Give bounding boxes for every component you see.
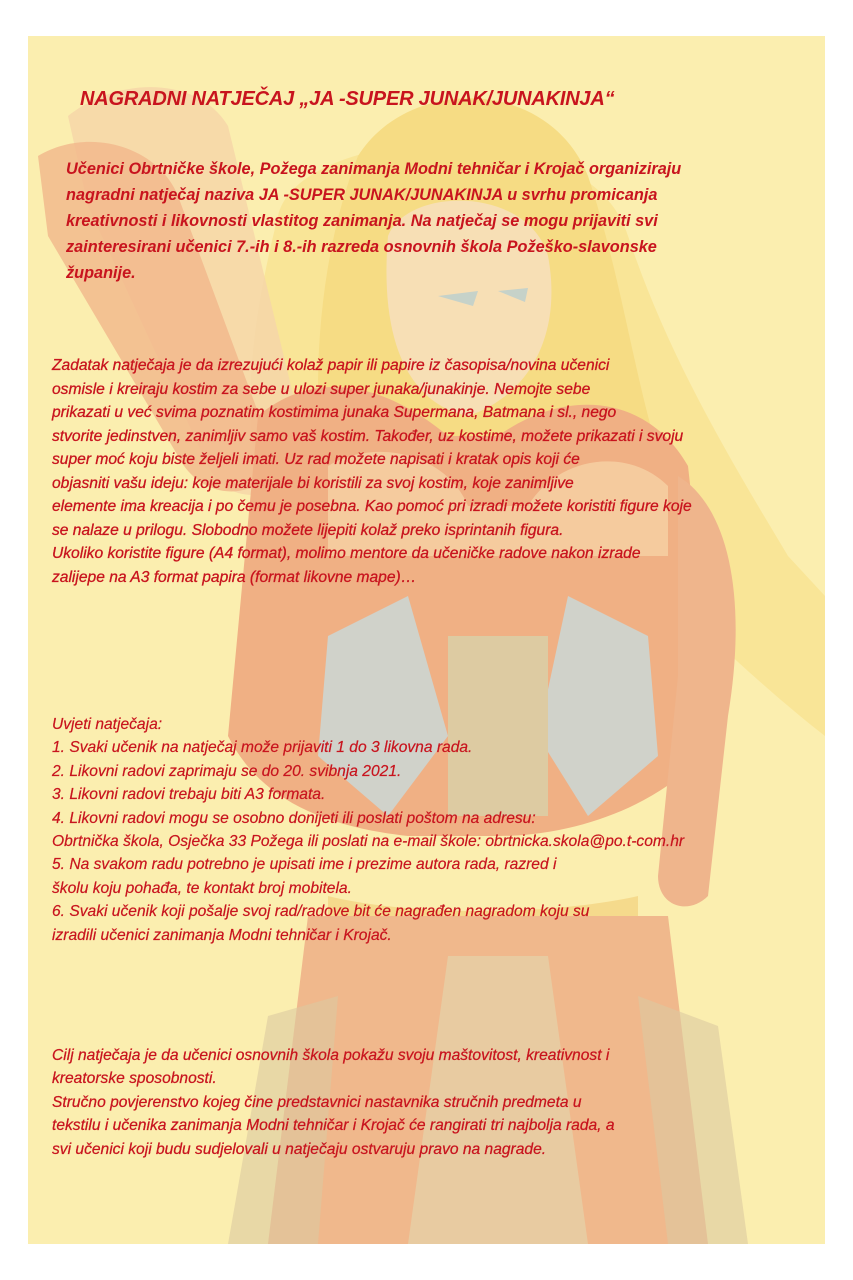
task-line: osmisle i kreiraju kostim za sebe u ulozi super junaka/junakinje. Nemojte sebe — [52, 380, 591, 398]
goal-line: kreatorske sposobnosti. — [52, 1070, 217, 1088]
task-line: Zadatak natječaja je da izrezujući kolaž papir ili papire iz časopisa/novina učenici — [52, 357, 610, 374]
intro-line: nagradni natječaj naziva JA -SUPER JUNAK/JUNAKINJA u svrhu promicanja — [66, 186, 658, 204]
condition-item: 4. Likovni radovi mogu se osobno donijeti ili poslati poštom na adresu: — [52, 809, 536, 827]
condition-item: 5. Na svakom radu potrebno je upisati ime i prezime autora rada, razred i — [52, 856, 557, 874]
conditions-section — [52, 713, 825, 947]
condition-item: izradili učenici zanimanja Modni tehničar i Krojač. — [52, 926, 392, 944]
intro-line: županije. — [66, 264, 136, 282]
task-line: prikazati u već svima poznatim kostimima junaka Supermana, Batmana i sl., nego — [52, 404, 617, 421]
intro-line: zainteresirani učenici 7.-ih i 8.-ih razreda osnovnih škola Požeško-slavonske — [66, 238, 657, 256]
goal-line: tekstilu i učenika zanimanja Modni tehničar i Krojač će rangirati tri najbolja rada, a — [52, 1117, 615, 1135]
task-line: stvorite jedinstven, zanimljiv samo vaš kostim. Također, uz kostime, možete prikazati i svoju — [52, 427, 684, 445]
task-line: zalijepe na A3 format papira (format likovne mape)… — [52, 568, 417, 586]
intro-paragraph — [66, 156, 816, 286]
goal-line: svi učenici koji budu sudjelovali u natječaju ostvaruju pravo na nagrade. — [52, 1140, 547, 1158]
task-paragraph — [52, 354, 812, 589]
goal-paragraph — [52, 1044, 812, 1161]
poster-title: NAGRADNI NATJEČAJ „JA -SUPER JUNAK/JUNAKINJA“ — [80, 88, 615, 110]
condition-item: 3. Likovni radovi trebaju biti A3 formata. — [52, 786, 326, 804]
condition-item: 1. Svaki učenik na natječaj može prijaviti 1 do 3 likovna rada. — [52, 739, 473, 757]
task-line: se nalaze u prilogu. Slobodno možete lijepiti kolaž preko isprintanih figura. — [52, 521, 564, 539]
goal-line: Stručno povjerenstvo kojeg čine predstavnici nastavnika stručnih predmeta u — [52, 1093, 582, 1111]
goal-line: Cilj natječaja je da učenici osnovnih škola pokažu svoju maštovitost, kreativnost i — [52, 1047, 610, 1064]
condition-item: 2. Likovni radovi zaprimaju se do 20. svibnja 2021. — [52, 762, 402, 780]
task-line: super moć koju biste željeli imati. Uz rad možete napisati i kratak opis koji će — [52, 451, 580, 468]
condition-address: Obrtnička škola, Osječka 33 Požega ili poslati na e-mail škole: obrtnicka.skola@po.t-com.hr — [52, 833, 685, 851]
task-line: elemente ima kreacija i po čemu je posebna. Kao pomoć pri izradi možete koristiti figure koje — [52, 498, 692, 515]
task-line: objasniti vašu ideju: koje materijale bi koristili za svoj kostim, koje zanimljive — [52, 474, 574, 492]
condition-item: 6. Svaki učenik koji pošalje svoj rad/radove bit će nagrađen nagradom koju su — [52, 903, 590, 921]
condition-item: školu koju pohađa, te kontakt broj mobitela. — [52, 879, 352, 897]
task-line: Ukoliko koristite figure (A4 format), molimo mentore da učeničke radove nakon izrade — [52, 545, 641, 562]
conditions-heading: Uvjeti natječaja: — [52, 716, 163, 733]
intro-line: kreativnosti i likovnosti vlastitog zanimanja. Na natječaj se mogu prijaviti svi — [66, 212, 658, 230]
intro-line: Učenici Obrtničke škole, Požega zanimanja Modni tehničar i Krojač organiziraju — [66, 160, 682, 178]
contest-poster — [28, 36, 825, 1244]
